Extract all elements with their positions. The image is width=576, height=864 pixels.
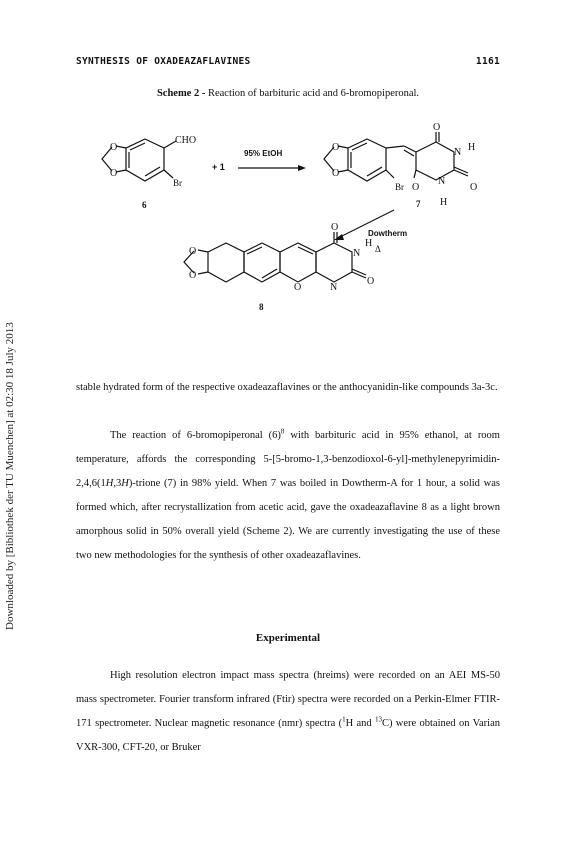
para2-text: )-trione (7) in 98% yield. When 7 was boiled in Dowtherm-A for 1 hour, a solid was formed which, after recrystallization from acetic acid, gave the oxadeazaflavine 8 as a light brown amorphous solid in 50% overall yield (Scheme 2). We are currently investigating the use of these two new methodologies for the synthesis of other oxadeazaflavines. xyxy=(76,478,500,561)
atom-o: O xyxy=(331,222,339,233)
para3-text: High resolution electron impact mass spectra (hreims) were recorded on an AEI MS-50 mass spectrometer. Fourier transform infrared (Ftir) spectra were recorded on a Perkin-Elmer FTIR-171 spectrometer. Nuclear magnetic resonance (nmr) spectra ( xyxy=(76,670,500,729)
download-margin-note xyxy=(2,70,20,630)
section-heading-experimental: Experimental xyxy=(255,632,321,644)
reaction-scheme xyxy=(76,112,500,322)
plus-barbituric-label: + 1 xyxy=(212,162,225,172)
heat-symbol: Δ xyxy=(375,244,381,254)
dowtherm-label: Dowtherm xyxy=(368,229,408,238)
atom-h: H xyxy=(365,238,373,249)
paragraph-experimental xyxy=(76,664,500,760)
italic-h: H xyxy=(105,478,114,489)
italic-h: H xyxy=(121,478,129,489)
atom-o: O xyxy=(332,168,340,179)
atom-n: N xyxy=(454,147,462,158)
running-head-title: SYNTHESIS OF OXADEAZAFLAVINES xyxy=(76,56,251,67)
atom-o: O xyxy=(433,122,441,133)
atom-o: O xyxy=(470,182,478,193)
arrowhead-icon xyxy=(334,234,344,240)
isotope-superscript: 13 xyxy=(374,715,382,724)
scheme-caption xyxy=(76,88,500,99)
para3-text: H and xyxy=(345,718,375,729)
scheme-caption-text: Reaction of barbituric acid and 6-bromopiperonal. xyxy=(205,88,420,99)
para2-text: ,3 xyxy=(113,478,122,489)
para2-text: The reaction of 6-bromopiperonal (6) xyxy=(110,430,281,441)
atom-o: O xyxy=(294,282,302,293)
atom-o: O xyxy=(332,142,340,153)
atom-n: N xyxy=(353,248,361,259)
para3-text: C) were obtained on Varian VXR-300, CFT-20, or Bruker xyxy=(76,718,500,753)
atom-h: H xyxy=(440,197,448,208)
atom-n: N xyxy=(330,282,338,293)
atom-o: O xyxy=(189,246,197,257)
atom-o: O xyxy=(110,168,118,179)
atom-o: O xyxy=(412,182,420,193)
isotope-superscript: 1 xyxy=(342,715,346,724)
compound-label-7: 7 xyxy=(416,199,421,209)
paragraph-continuation: stable hydrated form of the respective oxadeazaflavines or the anthocyanidin-like compounds 3a-3c. xyxy=(76,382,498,393)
atom-cho: CHO xyxy=(175,135,197,146)
atom-h: H xyxy=(468,142,476,153)
compound-label-6: 6 xyxy=(142,200,147,210)
atom-br: Br xyxy=(173,178,182,188)
atom-o: O xyxy=(189,270,197,281)
arrowhead-icon xyxy=(298,165,306,171)
running-head xyxy=(76,56,500,70)
atom-br: Br xyxy=(395,182,404,192)
compound-7-structure xyxy=(324,132,468,181)
download-note-text: Downloaded by [Bibliothek der TU Muenchen] at 02:30 18 July 2013 xyxy=(4,322,16,630)
scheme-caption-label: Scheme 2 - xyxy=(156,88,206,99)
citation-superscript: 8 xyxy=(280,427,285,436)
page-number: 1161 xyxy=(475,56,500,67)
atom-o: O xyxy=(367,276,375,287)
atom-o: O xyxy=(110,142,118,153)
atom-n: N xyxy=(438,176,446,187)
reagent-label: 95% EtOH xyxy=(244,149,283,158)
paragraph-synthesis xyxy=(76,424,500,568)
para2-text: with barbituric acid in 95% ethanol, at room temperature, affords the corresponding 5-[5-bromo-1,3-benzodioxol-6-yl]-methylenepyrimidin-2,4,6(1 xyxy=(76,430,500,489)
compound-label-8: 8 xyxy=(259,302,264,312)
